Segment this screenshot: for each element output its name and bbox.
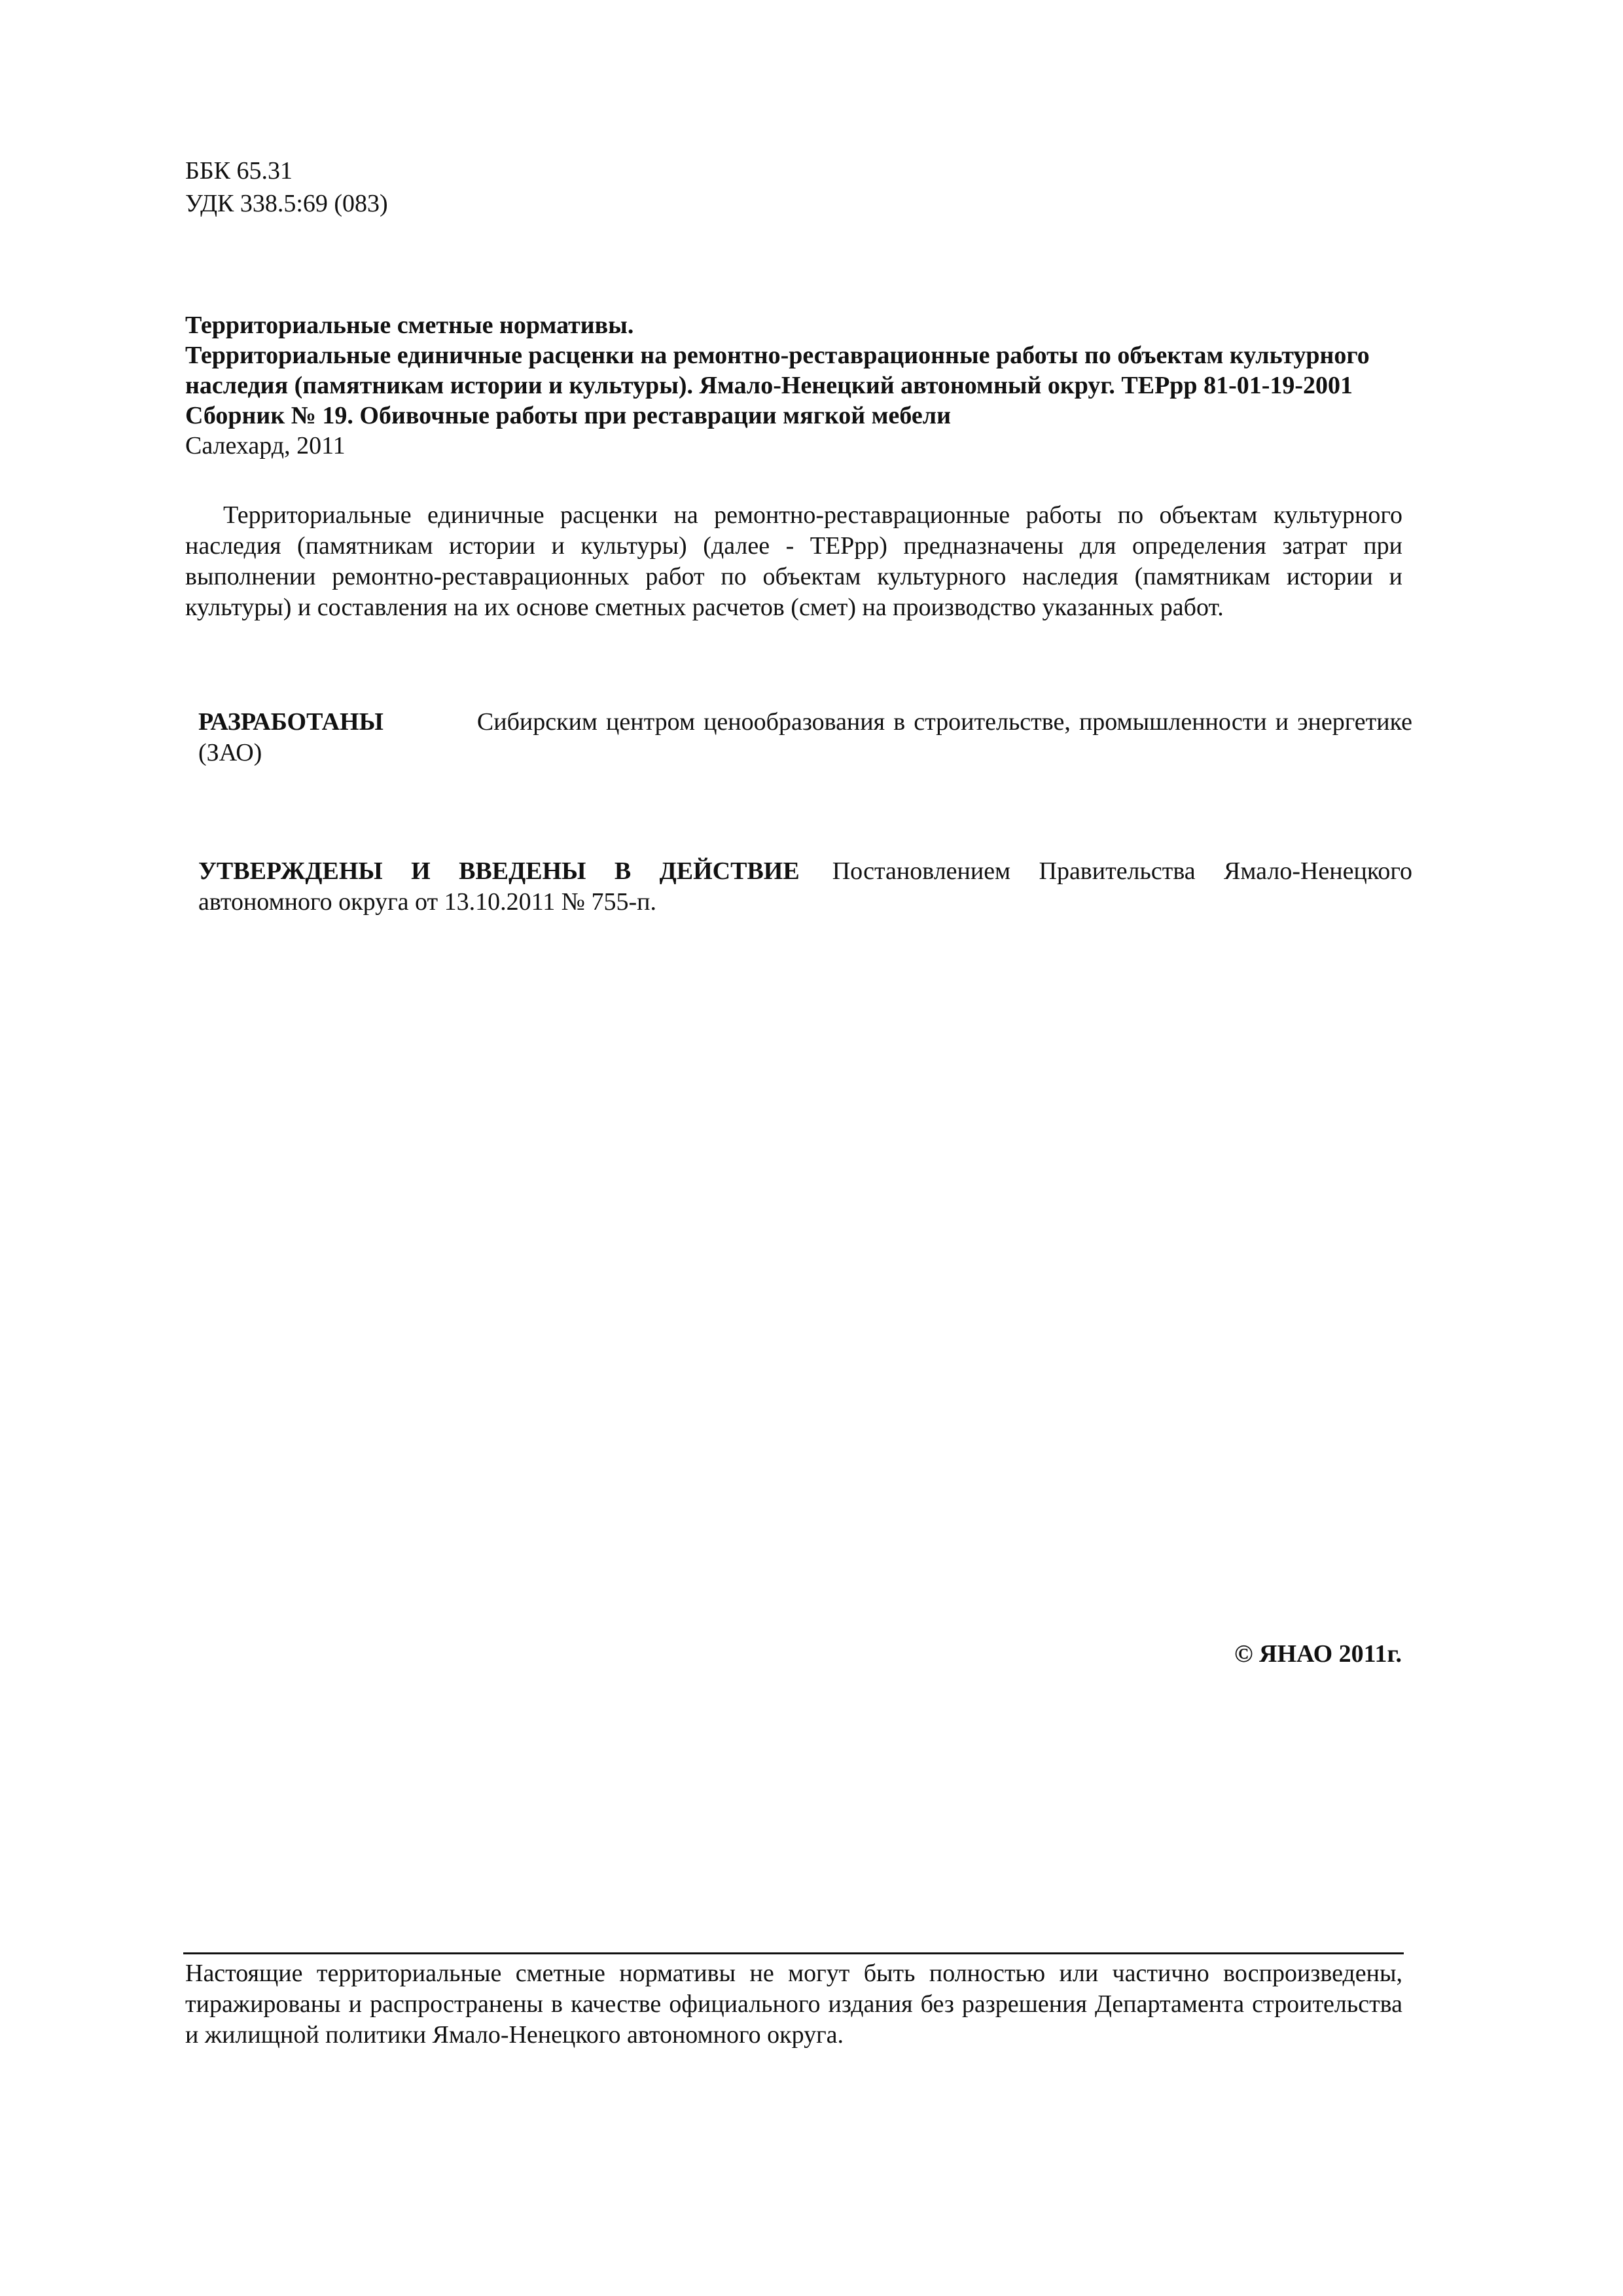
copyright-notice: © ЯНАО 2011г. (1234, 1640, 1402, 1668)
bbk-code: ББК 65.31 (185, 157, 293, 185)
developed-by (198, 707, 1412, 768)
udk-code: УДК 338.5:69 (083) (185, 190, 388, 217)
classification-codes (185, 154, 388, 220)
approved-label: УТВЕРЖДЕНЫ И ВВЕДЕНЫ В ДЕЙСТВИЕ (198, 857, 800, 885)
approved-by (198, 856, 1412, 918)
footer-divider (183, 1952, 1404, 1954)
document-title-block (185, 310, 1416, 461)
place-year: Салехард, 2011 (185, 432, 346, 459)
developed-value: Сибирским центром ценообразования в строительстве, промышленности и энергетике (ЗАО) (198, 708, 1412, 766)
approved-value: Постановлением Правительства Ямало-Ненецкого автономного округа от 13.10.2011 № 755-п. (198, 857, 1412, 916)
title-line-2: Территориальные единичные расценки на ремонтно-реставрационные работы по объектам культурного наследия (памятникам истории и культуры). Ямало-Ненецкий автономный округ. ТЕРрр 81-01-19-2001 Сборник № 19. Обивочные работы при реставрации мягкой мебели (185, 342, 1370, 429)
footer-note: Настоящие территориальные сметные нормативы не могут быть полностью или частично воспроизведены, тиражированы и распространены в качестве официального издания без разрешения Департамента строительства и жилищной политики Ямало-Ненецкого автономного округа. (185, 1960, 1402, 2049)
title-line-1: Территориальные сметные нормативы. (185, 312, 634, 339)
developed-label: РАЗРАБОТАНЫ (198, 708, 383, 736)
lead-paragraph: Территориальные единичные расценки на ремонтно-реставрационные работы по объектам культурного наследия (памятникам истории и культуры) (далее - ТЕРрр) предназначены для определения затрат при выполнении ремонтно-реставрационных работ по объектам культурного наследия (памятникам истории и культуры) и составления на их основе сметных расчетов (смет) на производство указанных работ. (185, 501, 1402, 621)
